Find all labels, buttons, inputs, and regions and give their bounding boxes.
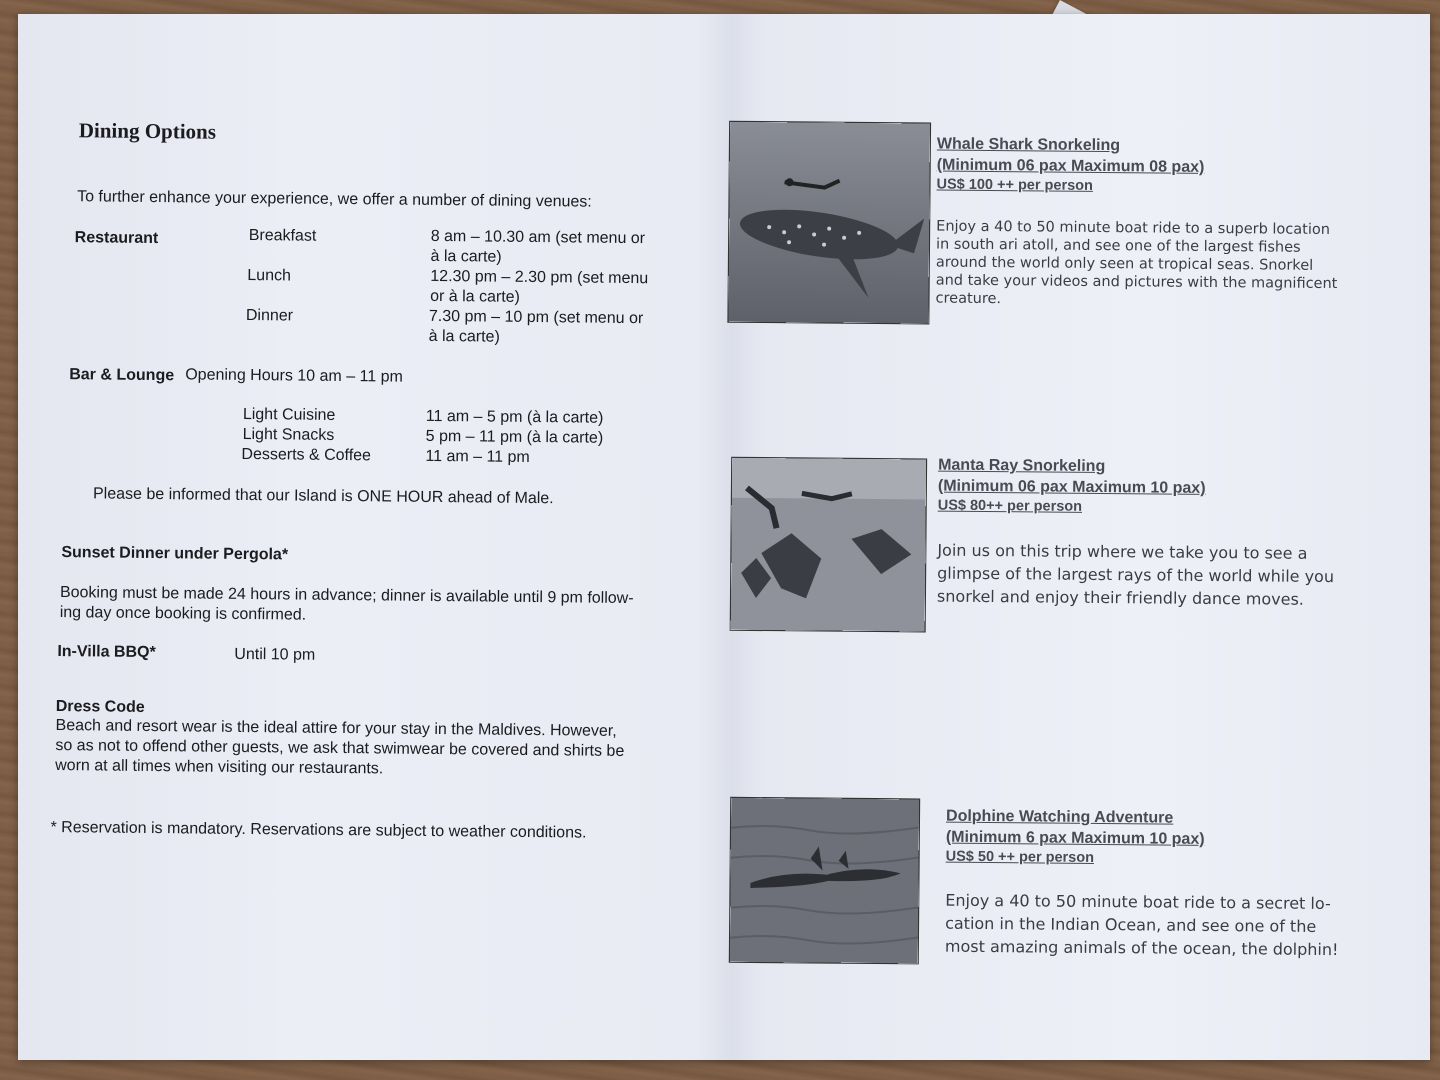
manta-ray-title: Manta Ray Snorkeling (938, 456, 1106, 476)
dolphin-capacity: (Minimum 6 pax Maximum 10 pax) (945, 828, 1205, 848)
bar-label: Bar & Lounge (69, 366, 175, 385)
bar-item-desserts: Desserts & Coffee (241, 445, 372, 465)
dolphin-photo (730, 798, 919, 964)
lunch-time: 12.30 pm – 2.30 pm (set menu (430, 267, 649, 288)
manta-ray-price: US$ 80++ per person (937, 497, 1083, 515)
breakfast-time: 8 am – 10.30 am (set menu or (430, 227, 646, 248)
whale-shark-desc-4: and take your videos and pictures with the magnificent (935, 272, 1338, 293)
reservation-footnote: * Reservation is mandatory. Reservations are subject to weather conditions. (50, 818, 587, 842)
dinner-time-cont: à la carte) (428, 327, 500, 346)
dress-code-label: Dress Code (55, 698, 145, 716)
manta-ray-desc-2: glimpse of the largest rays of the world while you (937, 563, 1335, 587)
bar-time-light-snacks: 5 pm – 11 pm (à la carte) (425, 427, 604, 447)
whale-shark-price: US$ 100 ++ per person (936, 176, 1093, 194)
dolphin-title: Dolphine Watching Adventure (945, 807, 1174, 827)
brochure-sheet (18, 14, 1430, 1060)
bbq-time: Until 10 pm (234, 645, 316, 664)
dress-code-line-1: Beach and resort wear is the ideal attire for your stay in the Maldives. However, (55, 717, 617, 740)
meal-breakfast: Breakfast (248, 227, 317, 245)
breakfast-time-cont: à la carte) (430, 247, 502, 266)
whale-shark-capacity: (Minimum 06 pax Maximum 08 pax) (936, 156, 1205, 176)
dining-intro: To further enhance your experience, we offer a number of dining venues: (77, 188, 592, 211)
bar-item-light-snacks: Light Snacks (242, 425, 335, 444)
dolphin-desc-3: most amazing animals of the ocean, the dolphin! (944, 936, 1339, 960)
manta-ray-capacity: (Minimum 06 pax Maximum 10 pax) (937, 477, 1206, 497)
activities-page (710, 14, 1431, 1066)
dolphin-desc-2: cation in the Indian Ocean, and see one of the (945, 913, 1317, 936)
dress-code-line-2: so as not to offend other guests, we ask that swimwear be covered and shirts be (55, 737, 625, 760)
manta-ray-photo (731, 458, 926, 632)
meal-lunch: Lunch (247, 266, 291, 285)
whale-shark-desc-1: Enjoy a 40 to 50 minute boat ride to a superb location (936, 218, 1331, 238)
bbq-label: In-Villa BBQ* (57, 643, 156, 662)
dress-code-line-3: worn at all times when visiting our restaurants. (55, 757, 384, 778)
whale-shark-photo (728, 122, 930, 324)
bar-item-light-cuisine: Light Cuisine (242, 405, 336, 424)
whale-shark-desc-2: in south ari atoll, and see one of the largest fishes (935, 236, 1301, 256)
bar-time-desserts: 11 am – 11 pm (425, 447, 530, 466)
lunch-time-cont: or à la carte) (430, 287, 521, 306)
timezone-notice: Please be informed that our Island is ONE HOUR ahead of Male. (92, 485, 554, 508)
bar-hours: Opening Hours 10 am – 11 pm (185, 366, 403, 386)
whale-shark-desc-5: creature. (935, 290, 1002, 308)
whale-shark-title: Whale Shark Snorkeling (936, 135, 1121, 155)
sunset-dinner-text-cont: ing day once booking is confirmed. (59, 604, 307, 624)
manta-ray-desc-3: snorkel and enjoy their friendly dance moves. (936, 586, 1305, 609)
dining-page (8, 14, 719, 1067)
whale-shark-desc-3: around the world only seen at tropical seas. Snorkel (935, 254, 1314, 274)
meal-dinner: Dinner (245, 306, 294, 325)
dinner-time: 7.30 pm – 10 pm (set menu or (428, 307, 644, 328)
restaurant-label: Restaurant (74, 229, 159, 248)
sunset-dinner-text: Booking must be made 24 hours in advance; dinner is available until 9 pm follow- (59, 584, 634, 608)
sunset-dinner-label: Sunset Dinner under Pergola* (61, 544, 289, 564)
dolphin-price: US$ 50 ++ per person (945, 848, 1095, 866)
manta-ray-desc-1: Join us on this trip where we take you to see a (937, 540, 1308, 563)
dining-title: Dining Options (78, 118, 217, 144)
bar-time-light-cuisine: 11 am – 5 pm (à la carte) (425, 407, 604, 427)
dolphin-desc-1: Enjoy a 40 to 50 minute boat ride to a secret lo- (945, 890, 1331, 914)
